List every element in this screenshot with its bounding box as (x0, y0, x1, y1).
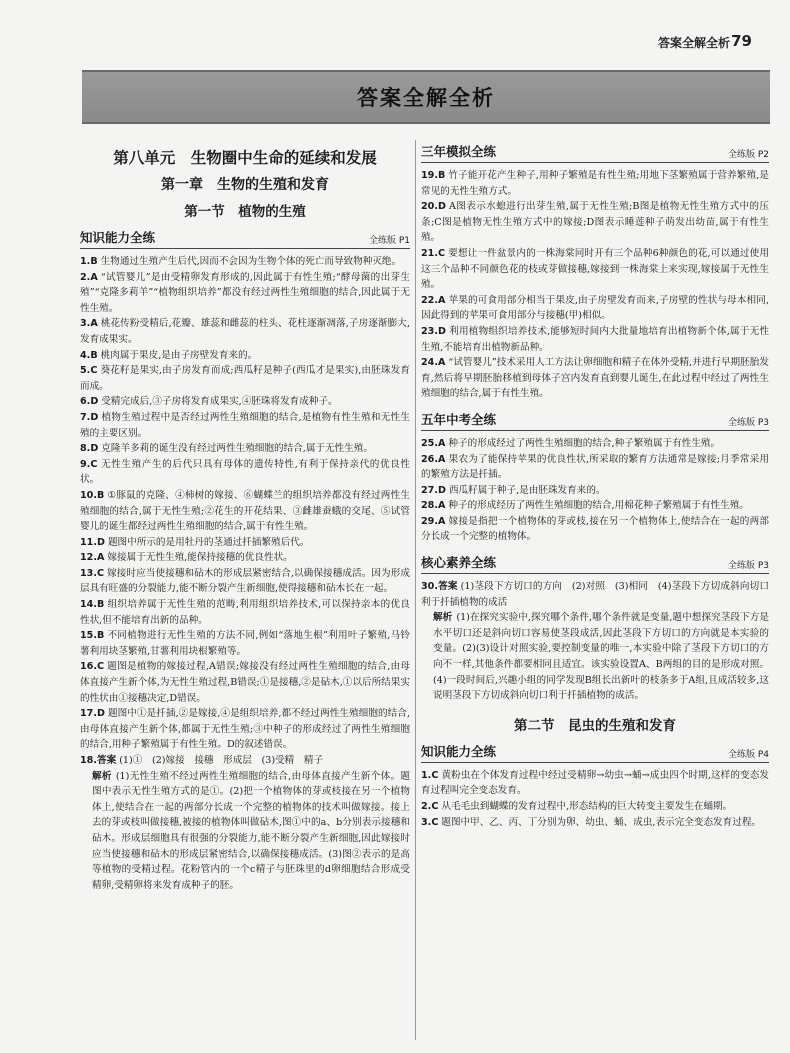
answer-number: 16.C (80, 661, 105, 673)
answer-item (80, 316, 410, 347)
answer-item (421, 815, 769, 831)
answer-item (421, 199, 769, 246)
answer-number: 24.A (421, 357, 446, 369)
section-header-ref: 全练版 P1 (368, 236, 410, 246)
section-header (421, 410, 769, 431)
answer-list (421, 768, 769, 830)
section-title: 第一节 植物的生殖 (184, 204, 306, 220)
answer-item (80, 363, 410, 394)
answer-text: 组织培养属于无性生殖的范畴,利用组织培养技术,可以保持亲本的优良性状,但不能培育出新的品种。 (80, 599, 410, 626)
answer-number: 1.C (421, 769, 439, 781)
analysis-text: (1)在探究实验中,探究哪个条件,哪个条件就是变量,题中想探究茎段下方是水平切口还是斜向切口容易使茎段成活,因此茎段下方切口的方向就是本实验的变量。(2)(3)设计对照实验,要控制变量的唯一,本实验中除了茎段下方切口的方向不一样,其他条件都要相同且适宜。该实验设置A、B两组的目的是形成对照。(4)一段时间后,兴趣小组的同学发现B组长出新叶的枝条多于A组,且成活较多,这说明茎段下方切成斜向切口利于扦插植物的成活。 (433, 612, 769, 702)
section-header (421, 142, 769, 163)
answer-number: 2.C (421, 801, 439, 812)
answer-number: 22.A (421, 294, 446, 306)
answer-text: 竹子能开花产生种子,用种子繁殖是有性生殖;用地下茎繁殖属于营养繁殖,是常见的无性生殖方式。 (421, 170, 769, 197)
answer-number: 9.C (80, 458, 98, 470)
page-header (0, 28, 790, 56)
answer-text: 受精完成后,③子房将发育成果实,④胚珠将发育成种子。 (101, 396, 338, 408)
header-label: 答案全解全析 (657, 36, 730, 50)
answer-item (421, 168, 769, 199)
answer-text: 葵花籽是果实,由子房发育而成;西瓜籽是种子(西瓜才是果实),由胚珠发育而成。 (80, 365, 410, 392)
section-header-ref: 全练版 P4 (727, 749, 769, 760)
answer-item (421, 324, 769, 355)
answer-item (80, 410, 410, 441)
answer-item (421, 579, 769, 610)
answer-number: 11.D (80, 536, 105, 548)
section-header (421, 553, 769, 574)
answer-text: (1)茎段下方切口的方向 (2)对照 (3)相同 (4)茎段下方切成斜向切口利于扦插植物的成活 (421, 581, 769, 608)
answer-text: 题图中甲、乙、丙、丁分别为卵、幼虫、蛹、成虫,表示完全变态发育过程。 (441, 816, 762, 828)
answer-item (421, 514, 769, 545)
answer-text: 题图中所示的是用牡丹的茎通过扦插繁殖后代。 (107, 536, 310, 548)
answer-text: 嫁接时应当使接穗和砧木的形成层紧密结合,以确保接穗成活。因为形成层具有旺盛的分裂能力,能不断分裂产生新细胞,使得接穗和砧木长在一起。 (80, 567, 410, 595)
answer-list (421, 168, 769, 402)
answer-text: A图表示水螅进行出芽生殖,属于无性生殖;B图是植物无性生殖方式中的压条;C图是植物无性生殖方式中的嫁接;D图表示睡莲种子萌发出幼苗,属于有性生殖。 (421, 201, 769, 244)
answer-item (80, 457, 410, 488)
answer-number: 8.D (80, 443, 99, 455)
answer-number: 20.D (421, 201, 446, 213)
answer-item (80, 566, 410, 597)
answer-number: 21.C (421, 247, 446, 259)
answer-number: 26.A (421, 453, 446, 465)
answer-text: 利用植物组织培养技术,能够短时间内大批量地培育出植物新个体,属于无性生殖,不能培育出植物新品种。 (421, 325, 769, 353)
answer-text: 西瓜籽属于种子,是由胚珠发育来的。 (448, 484, 606, 496)
right-column (421, 140, 769, 830)
section-header-ref: 全练版 P3 (727, 561, 769, 572)
page-number: 79 (731, 32, 752, 50)
chapter-title: 第一章 生物的生殖和发育 (161, 177, 329, 193)
answer-text: 桃花传粉受精后,花瓣、雄蕊和雌蕊的柱头、花柱逐渐凋落,子房逐渐膨大,发育成果实。 (80, 318, 410, 345)
section-header-ref: 全练版 P2 (727, 150, 769, 160)
answer-item (421, 483, 769, 499)
answer-item (80, 628, 410, 659)
analysis-tag: 解析 (92, 770, 112, 782)
answer-number: 28.A (421, 500, 446, 512)
answer-item (421, 452, 769, 483)
answer-number: 23.D (421, 325, 446, 337)
analysis-tag: 解析 (433, 612, 453, 624)
column-divider (415, 140, 416, 1040)
answer-number: 15.B (80, 630, 105, 642)
section-header (80, 228, 410, 249)
answer-list (80, 254, 410, 769)
answer-item (421, 293, 769, 324)
answer-text: 从毛毛虫到蝴蝶的发育过程中,形态结构的巨大转变主要发生在蛹期。 (441, 801, 733, 812)
answer-text: 题图是植物的嫁接过程,A错误;嫁接没有经过两性生殖细胞的结合,由母体直接产生新个体,为无性生殖过程,B错误;①是接穗,②是砧木,①以后所结果实的性状由①接穗决定,D错误。 (80, 661, 410, 704)
answer-item (80, 706, 410, 753)
answer-text: 不同植物进行无性生殖的方法不同,例如“落地生根”利用叶子繁殖,马铃薯利用块茎繁殖,甘薯利用块根繁殖等。 (80, 630, 410, 657)
section-header-name: 三年模拟全练 (421, 144, 497, 159)
answer-number: 5.C (80, 365, 98, 377)
unit-title: 第八单元 生物圈中生命的延续和发展 (113, 148, 377, 167)
answer-item (80, 254, 410, 270)
answer-item (80, 535, 410, 551)
section-header-name: 知识能力全练 (421, 743, 497, 759)
answer-item (421, 498, 769, 514)
section-header-name: 五年中考全练 (421, 411, 497, 427)
answer-item (421, 355, 769, 402)
answer-item (421, 768, 769, 799)
answer-number: 29.A (421, 515, 446, 527)
section-title: 第二节 昆虫的生殖和发育 (514, 717, 676, 734)
answer-item (421, 246, 769, 293)
answer-text: 黄粉虫在个体发育过程中经过受精卵→幼虫→蛹→成虫四个时期,这样的变态发育过程叫完全变态发育。 (421, 769, 769, 797)
analysis-text: (1)无性生殖不经过两性生殖细胞的结合,由母体直接产生新个体。题图中表示无性生殖方式的是①。(2)把一个植物体的芽或枝接在另一个植物体上,使结合在一起的两部分长成一个完整的植物体的技术叫做嫁接。接上去的芽或枝叫做接穗,被接的植物体叫做砧木,图①中的a、b分别表示接穗和砧木。形成层细胞具有很强的分裂能力,能不断分裂产生新细胞,因此嫁接时应当使接穗和砧木的形成层紧密结合,以确保接穗成活。(3)图②表示的是高等植物的受精过程。花粉管内的一个c精子与胚珠里的d卵细胞结合形成受精卵,受精卵将来发育成种子的胚。 (92, 770, 411, 891)
answer-number: 6.D (80, 396, 99, 408)
answer-text: 嫁接属于无性生殖,能保持接穗的优良性状。 (107, 552, 293, 564)
left-column (80, 140, 410, 893)
answer-number: 2.A (80, 271, 98, 283)
section-header-name: 核心素养全练 (421, 555, 497, 571)
answer-number: 19.B (421, 170, 446, 181)
banner-title: 答案全解全析 (357, 86, 495, 110)
answer-text: 桃肉属于果皮,是由子房壁发育来的。 (100, 349, 258, 361)
answer-text: “试管婴儿”技术采用人工方法让卵细胞和精子在体外受精,并进行早期胚胎发育,然后将早期胚胎移植到母体子宫内发育直到婴儿诞生,在此过程中经过了两性生殖细胞的结合,属于有性生殖。 (421, 357, 769, 400)
analysis (80, 769, 410, 894)
answer-text: 果农为了能保持苹果的优良性状,所采取的繁育方法通常是嫁接;月季常采用的繁殖方法是扦插。 (421, 453, 769, 481)
answer-number: 25.A (421, 437, 446, 449)
answer-item (80, 550, 410, 566)
answer-number: 4.B (80, 349, 98, 361)
answer-text: “试管婴儿”是由受精卵发育形成的,因此属于有性生殖;“酵母菌的出芽生殖”“克隆多莉羊”“植物组织培养”都没有经过两性生殖细胞的结合,因此属于无性生殖。 (80, 271, 410, 314)
answer-text: ①豚鼠的克隆、④柿树的嫁接、⑥蝴蝶兰的组织培养都没有经过两性生殖细胞的结合,属于无性生殖;②花生的开花结果、③雌雄蚕蛾的交尾、⑤试管婴儿的诞生都经过两性生殖细胞的结合,属于有性生殖。 (80, 489, 410, 533)
answer-number: 12.A (80, 552, 105, 564)
answer-text: 克隆羊多莉的诞生没有经过两性生殖细胞的结合,属于无性生殖。 (101, 443, 373, 455)
answer-text: 题图中①是扦插,②是嫁接,④是组织培养,都不经过两性生殖细胞的结合,由母体直接产生新个体,都属于无性生殖;③中种子的形成经过了两性生殖细胞的结合,用种子繁殖属于有性生殖。D的叙述错误。 (80, 708, 410, 751)
answer-number: 18.答案 (80, 755, 117, 766)
analysis (421, 610, 769, 704)
answer-item (80, 348, 410, 364)
answer-text: 种子的形成经过了两性生殖细胞的结合,种子繁殖属于有性生殖。 (448, 437, 721, 449)
answer-number: 3.A (80, 318, 98, 330)
answer-item (80, 753, 410, 769)
section-header (421, 742, 769, 763)
answer-text: 苹果的可食用部分相当于果皮,由子房壁发育而来,子房壁的性状与母本相同,因此得到的苹果可食用部分与接穗(甲)相似。 (421, 294, 769, 322)
title-banner (82, 70, 770, 124)
answer-item (80, 441, 410, 457)
answer-text: 嫁接是指把一个植物体的芽或枝,接在另一个植物体上,使结合在一起的两部分长成一个完整的植物体。 (421, 515, 769, 543)
answer-item (421, 799, 769, 815)
answer-number: 1.B (80, 256, 98, 267)
answer-number: 13.C (80, 567, 105, 579)
answer-number: 27.D (421, 484, 446, 496)
answer-text: (1)① (2)嫁接 接穗 形成层 (3)受精 精子 (119, 755, 324, 766)
answer-item (80, 597, 410, 628)
answer-number: 3.C (421, 816, 439, 828)
answer-list (421, 436, 769, 545)
answer-item (80, 270, 410, 317)
section-header-name: 知识能力全练 (80, 230, 156, 245)
answer-number: 10.B (80, 489, 105, 501)
answer-text: 生物通过生殖产生后代,因而不会因为生物个体的死亡而导致物种灭绝。 (100, 256, 402, 267)
answer-text: 植物生殖过程中是否经过两性生殖细胞的结合,是植物有性生殖和无性生殖的主要区别。 (80, 411, 410, 439)
section-header-ref: 全练版 P3 (727, 417, 769, 428)
answer-item (421, 436, 769, 452)
answer-number: 17.D (80, 708, 105, 720)
answer-number: 30.答案 (421, 581, 458, 593)
answer-text: 种子的形成经历了两性生殖细胞的结合,用棉花种子繁殖属于有性生殖。 (448, 500, 749, 512)
answer-number: 14.B (80, 599, 105, 611)
answer-item (80, 659, 410, 706)
answer-number: 7.D (80, 411, 99, 423)
answer-text: 无性生殖产生的后代只具有母体的遗传特性,有利于保持亲代的优良性状。 (80, 458, 410, 486)
answer-item (80, 394, 410, 410)
answer-item (80, 488, 410, 535)
answer-text: 要想让一件盆景内的一株海棠同时开有三个品种6种颜色的花,可以通过使用这三个品种不同颜色花的枝或芽做接穗,嫁接到一株海棠上来实现,嫁接属于无性生殖。 (421, 247, 769, 291)
